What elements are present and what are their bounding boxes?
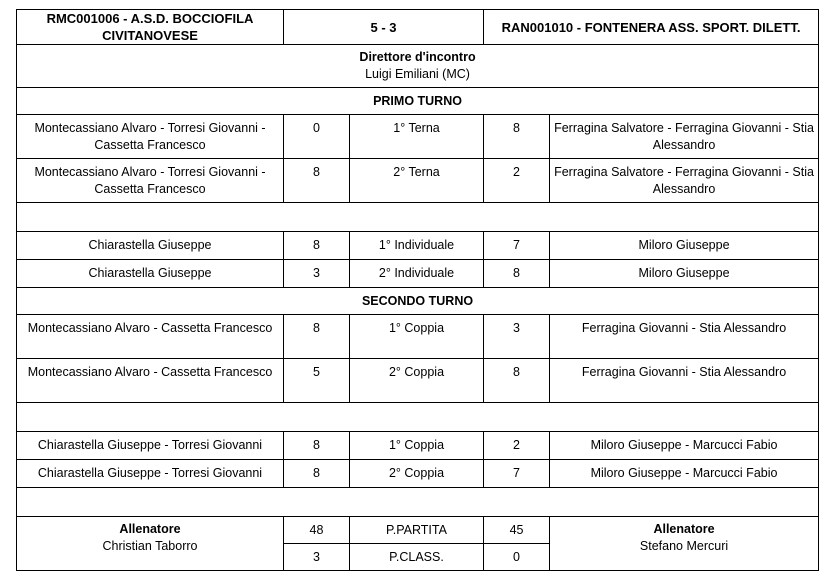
- away-coach-name: Stefano Mercuri: [639, 539, 729, 553]
- away-score: 3: [484, 315, 550, 359]
- spacer-cell: [17, 403, 819, 432]
- home-score: 5: [284, 359, 350, 403]
- game-type: 1° Terna: [350, 115, 484, 159]
- away-players: Ferragina Giovanni - Stia Alessandro: [550, 315, 819, 359]
- table-row: [17, 460, 819, 488]
- away-coach-label: Allenatore: [653, 522, 715, 536]
- primo-turno-title: PRIMO TURNO: [17, 88, 819, 115]
- away-coach: [550, 517, 819, 571]
- spacer-row: [17, 488, 819, 517]
- table-row: [17, 232, 819, 260]
- home-coach-label: Allenatore: [119, 522, 181, 536]
- home-players: Chiarastella Giuseppe: [17, 260, 284, 288]
- home-score: 8: [284, 315, 350, 359]
- spacer-cell: [17, 488, 819, 517]
- home-coach: [17, 517, 284, 571]
- home-players: Montecassiano Alvaro - Torresi Giovanni - Cassetta Francesco: [17, 159, 284, 203]
- director-row: [17, 45, 819, 88]
- home-score: 3: [284, 260, 350, 288]
- home-players: Chiarastella Giuseppe: [17, 232, 284, 260]
- away-players: Ferragina Salvatore - Ferragina Giovanni - Stia Alessandro: [550, 115, 819, 159]
- secondo-turno-title: SECONDO TURNO: [17, 288, 819, 315]
- away-score: 8: [484, 359, 550, 403]
- away-score: 2: [484, 159, 550, 203]
- game-type: 2° Individuale: [350, 260, 484, 288]
- home-score: 0: [284, 115, 350, 159]
- spacer-cell: [17, 203, 819, 232]
- away-score: 7: [484, 460, 550, 488]
- home-coach-name: Christian Taborro: [102, 539, 198, 553]
- home-score: 8: [284, 432, 350, 460]
- director-cell: [17, 45, 819, 88]
- away-score: 8: [484, 260, 550, 288]
- match-report-table: [16, 9, 819, 571]
- game-type: 2° Terna: [350, 159, 484, 203]
- points-partita-label: P.PARTITA: [350, 517, 484, 544]
- away-players: Ferragina Giovanni - Stia Alessandro: [550, 359, 819, 403]
- game-type: 1° Coppia: [350, 315, 484, 359]
- director-label: Direttore d'incontro: [359, 50, 476, 64]
- game-type: 1° Individuale: [350, 232, 484, 260]
- home-players: Montecassiano Alvaro - Cassetta Francesco: [17, 359, 284, 403]
- home-points-partita: 48: [284, 517, 350, 544]
- home-players: Montecassiano Alvaro - Cassetta Francesco: [17, 315, 284, 359]
- director-name: Luigi Emiliani (MC): [365, 67, 470, 81]
- game-type: 2° Coppia: [350, 359, 484, 403]
- away-points-class: 0: [484, 544, 550, 571]
- home-points-class: 3: [284, 544, 350, 571]
- header-row: [17, 10, 819, 45]
- section-title-row: [17, 88, 819, 115]
- points-class-label: P.CLASS.: [350, 544, 484, 571]
- away-players: Ferragina Salvatore - Ferragina Giovanni - Stia Alessandro: [550, 159, 819, 203]
- table-row: [17, 260, 819, 288]
- table-row: [17, 432, 819, 460]
- home-score: 8: [284, 232, 350, 260]
- home-players: Montecassiano Alvaro - Torresi Giovanni - Cassetta Francesco: [17, 115, 284, 159]
- spacer-row: [17, 203, 819, 232]
- away-points-partita: 45: [484, 517, 550, 544]
- spacer-row: [17, 403, 819, 432]
- away-score: 8: [484, 115, 550, 159]
- away-players: Miloro Giuseppe - Marcucci Fabio: [550, 432, 819, 460]
- table-row: [17, 115, 819, 159]
- game-type: 2° Coppia: [350, 460, 484, 488]
- game-type: 1° Coppia: [350, 432, 484, 460]
- home-score: 8: [284, 159, 350, 203]
- away-players: Miloro Giuseppe - Marcucci Fabio: [550, 460, 819, 488]
- footer-row-partita: [17, 517, 819, 544]
- away-score: 7: [484, 232, 550, 260]
- match-score: 5 - 3: [284, 10, 484, 45]
- away-team: RAN001010 - FONTENERA ASS. SPORT. DILETT.: [484, 10, 819, 45]
- home-players: Chiarastella Giuseppe - Torresi Giovanni: [17, 432, 284, 460]
- home-score: 8: [284, 460, 350, 488]
- table-row: [17, 315, 819, 359]
- home-team: RMC001006 - A.S.D. BOCCIOFILA CIVITANOVESE: [17, 10, 284, 45]
- table-row: [17, 159, 819, 203]
- away-score: 2: [484, 432, 550, 460]
- section-title-row: [17, 288, 819, 315]
- away-players: Miloro Giuseppe: [550, 260, 819, 288]
- table-row: [17, 359, 819, 403]
- away-players: Miloro Giuseppe: [550, 232, 819, 260]
- home-players: Chiarastella Giuseppe - Torresi Giovanni: [17, 460, 284, 488]
